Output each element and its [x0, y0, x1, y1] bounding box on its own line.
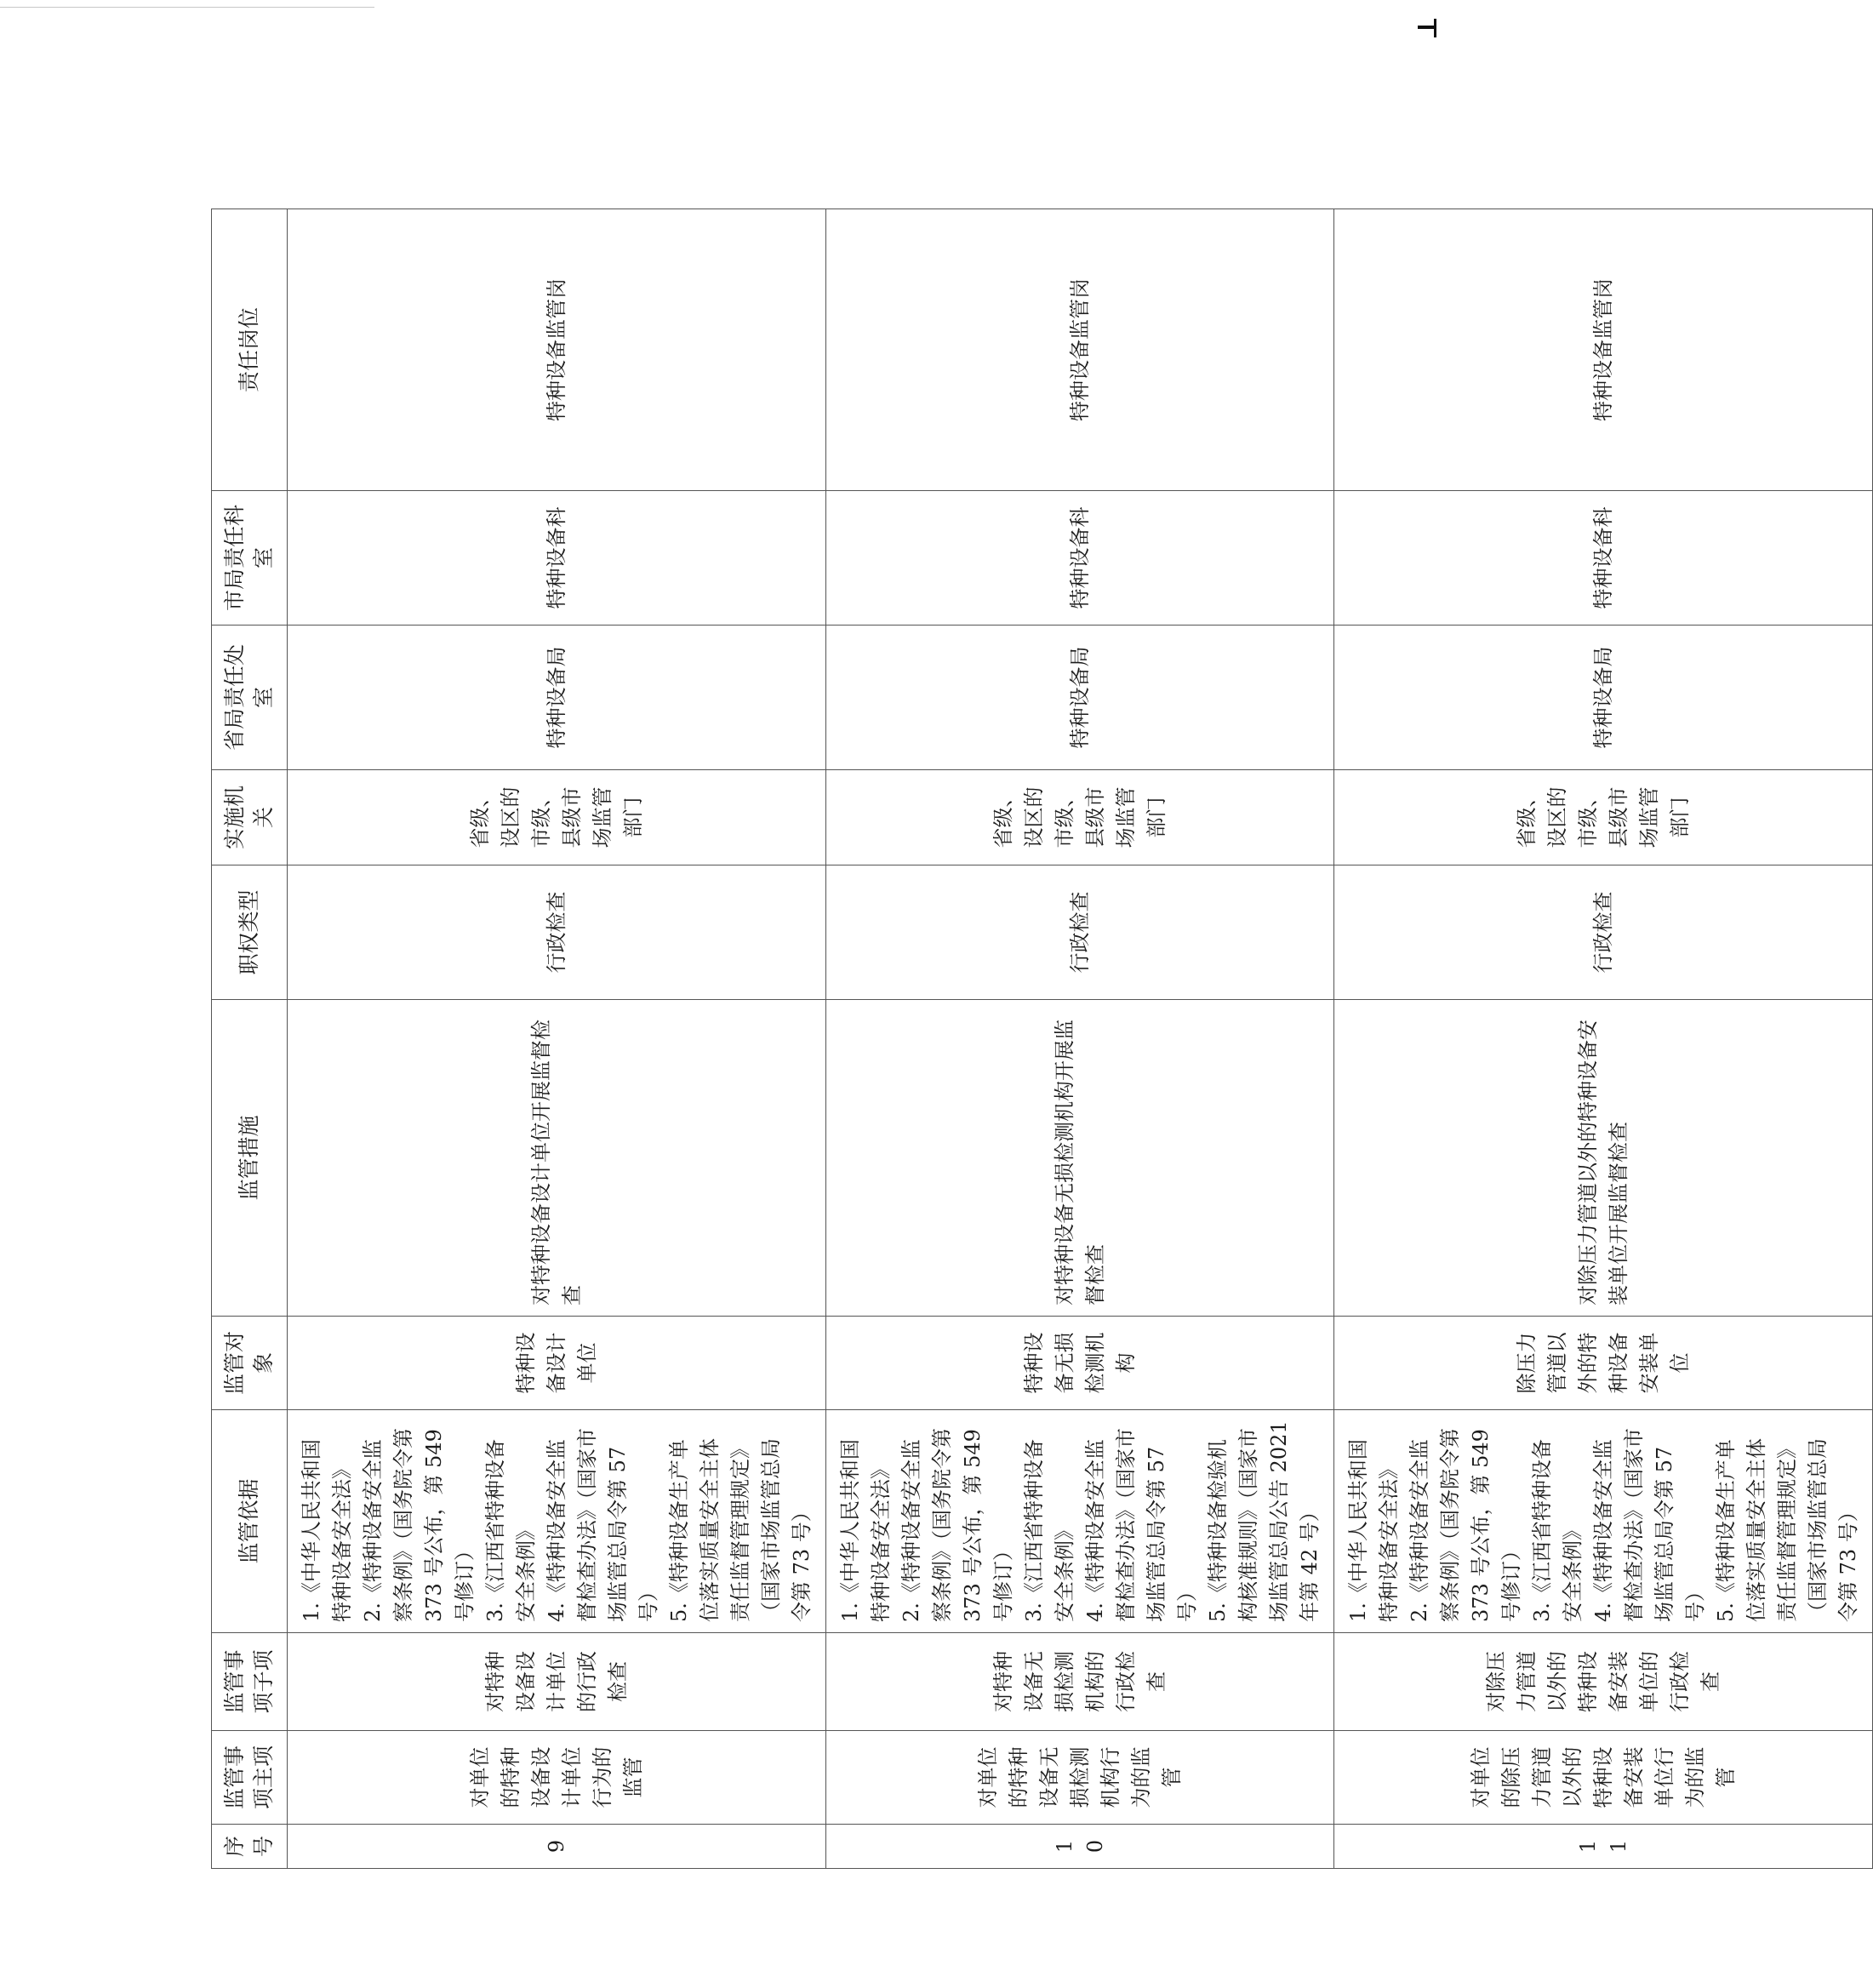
header-measure: 监管措施 — [212, 1000, 288, 1317]
row-object: 特种设备无损检测机构 — [825, 1317, 1333, 1410]
row-measure: 对特种设备设计单位开展监督检查 — [287, 1000, 825, 1317]
table-row — [287, 209, 825, 1869]
basis-line: 1.《中华人民共和国特种设备安全法》 — [1345, 1439, 1401, 1622]
basis-line: 4.《特种设备安全监督检查办法》（国家市场监管总局令第 57 号） — [544, 1428, 660, 1622]
basis-line: 2.《特种设备安全监察条例》（国务院令第 373 号公布，第 549 号修订） — [360, 1428, 477, 1622]
row-power-type: 行政检查 — [825, 865, 1333, 1000]
row-province-dept: 特种设备局 — [825, 626, 1333, 770]
header-object: 监管对象 — [212, 1317, 288, 1410]
basis-line: 4.《特种设备安全监督检查办法》（国家市场监管总局令第 57 号） — [1590, 1428, 1707, 1622]
row-main-item: 对单位的特种设备无损检测机构行为的监管 — [825, 1731, 1333, 1825]
header-province-dept: 省局责任处室 — [212, 626, 288, 770]
scan-top-line — [0, 7, 374, 8]
header-authority: 实施机关 — [212, 770, 288, 865]
row-sub-item: 对特种设备设计单位的行政检查 — [287, 1633, 825, 1731]
table-row — [825, 209, 1333, 1869]
rotated-table-sheet — [211, 209, 1860, 1869]
row-main-item: 对单位的特种设备设计单位行为的监管 — [287, 1731, 825, 1825]
row-province-dept: 特种设备局 — [1333, 626, 1872, 770]
table-header-row — [212, 209, 288, 1869]
basis-line: 5.《特种设备生产单位落实质量安全主体责任监督管理规定》（国家市场监管总局令第 73 号） — [666, 1438, 814, 1622]
basis-line: 4.《特种设备安全监督检查办法》（国家市场监管总局令第 57 号） — [1082, 1428, 1199, 1622]
row-authority: 省级、设区的市级、县级市场监管部门 — [287, 770, 825, 865]
row-sub-item: 对除压力管道以外的特种设备安装单位的行政检查 — [1333, 1633, 1872, 1731]
header-power-type: 职权类型 — [212, 865, 288, 1000]
basis-line: 3.《江西省特种设备安全条例》 — [483, 1439, 538, 1622]
row-city-dept: 特种设备科 — [287, 491, 825, 626]
basis-line: 3.《江西省特种设备安全条例》 — [1529, 1439, 1585, 1622]
row-no: 10 — [825, 1825, 1333, 1869]
row-city-dept: 特种设备科 — [1333, 491, 1872, 626]
row-object: 特种设备设计单位 — [287, 1317, 825, 1410]
row-measure: 对特种设备无损检测机构开展监督检查 — [825, 1000, 1333, 1317]
supervision-items-table — [211, 209, 1873, 1869]
basis-line: 1.《中华人民共和国特种设备安全法》 — [837, 1439, 893, 1622]
row-authority: 省级、设区的市级、县级市场监管部门 — [1333, 770, 1872, 865]
row-basis — [1333, 1410, 1872, 1633]
header-main-item: 监管事项主项 — [212, 1731, 288, 1825]
table-row — [1333, 209, 1872, 1869]
row-power-type: 行政检查 — [287, 865, 825, 1000]
basis-line: 2.《特种设备安全监察条例》（国务院令第 373 号公布，第 549 号修订） — [899, 1428, 1015, 1622]
row-basis — [825, 1410, 1333, 1633]
basis-line: 5.《特种设备检验机构核准规则》（国家市场监管总局公告 2021 年第 42 号） — [1205, 1420, 1322, 1622]
header-sub-item: 监管事项子项 — [212, 1633, 288, 1731]
row-object: 除压力管道以外的特种设备安装单位 — [1333, 1317, 1872, 1410]
row-basis — [287, 1410, 825, 1633]
scan-edge-mark-vertical — [1434, 19, 1436, 37]
row-position: 特种设备监管岗 — [287, 209, 825, 491]
row-authority: 省级、设区的市级、县级市场监管部门 — [825, 770, 1333, 865]
header-basis: 监管依据 — [212, 1410, 288, 1633]
row-measure: 对除压力管道以外的特种设备安装单位开展监督检查 — [1333, 1000, 1872, 1317]
row-position: 特种设备监管岗 — [825, 209, 1333, 491]
row-position: 特种设备监管岗 — [1333, 209, 1872, 491]
row-no: 11 — [1333, 1825, 1872, 1869]
basis-line: 5.《特种设备生产单位落实质量安全主体责任监督管理规定》（国家市场监管总局令第 73 号） — [1713, 1438, 1860, 1622]
row-power-type: 行政检查 — [1333, 865, 1872, 1000]
row-sub-item: 对特种设备无损检测机构的行政检查 — [825, 1633, 1333, 1731]
header-position: 责任岗位 — [212, 209, 288, 491]
header-no: 序号 — [212, 1825, 288, 1869]
row-province-dept: 特种设备局 — [287, 626, 825, 770]
basis-line: 1.《中华人民共和国特种设备安全法》 — [299, 1439, 354, 1622]
basis-line: 3.《江西省特种设备安全条例》 — [1021, 1439, 1076, 1622]
row-city-dept: 特种设备科 — [825, 491, 1333, 626]
basis-line: 2.《特种设备安全监察条例》（国务院令第 373 号公布，第 549 号修订） — [1407, 1428, 1523, 1622]
row-main-item: 对单位的除压力管道以外的特种设备安装单位行为的监管 — [1333, 1731, 1872, 1825]
row-no: 9 — [287, 1825, 825, 1869]
header-city-dept: 市局责任科室 — [212, 491, 288, 626]
